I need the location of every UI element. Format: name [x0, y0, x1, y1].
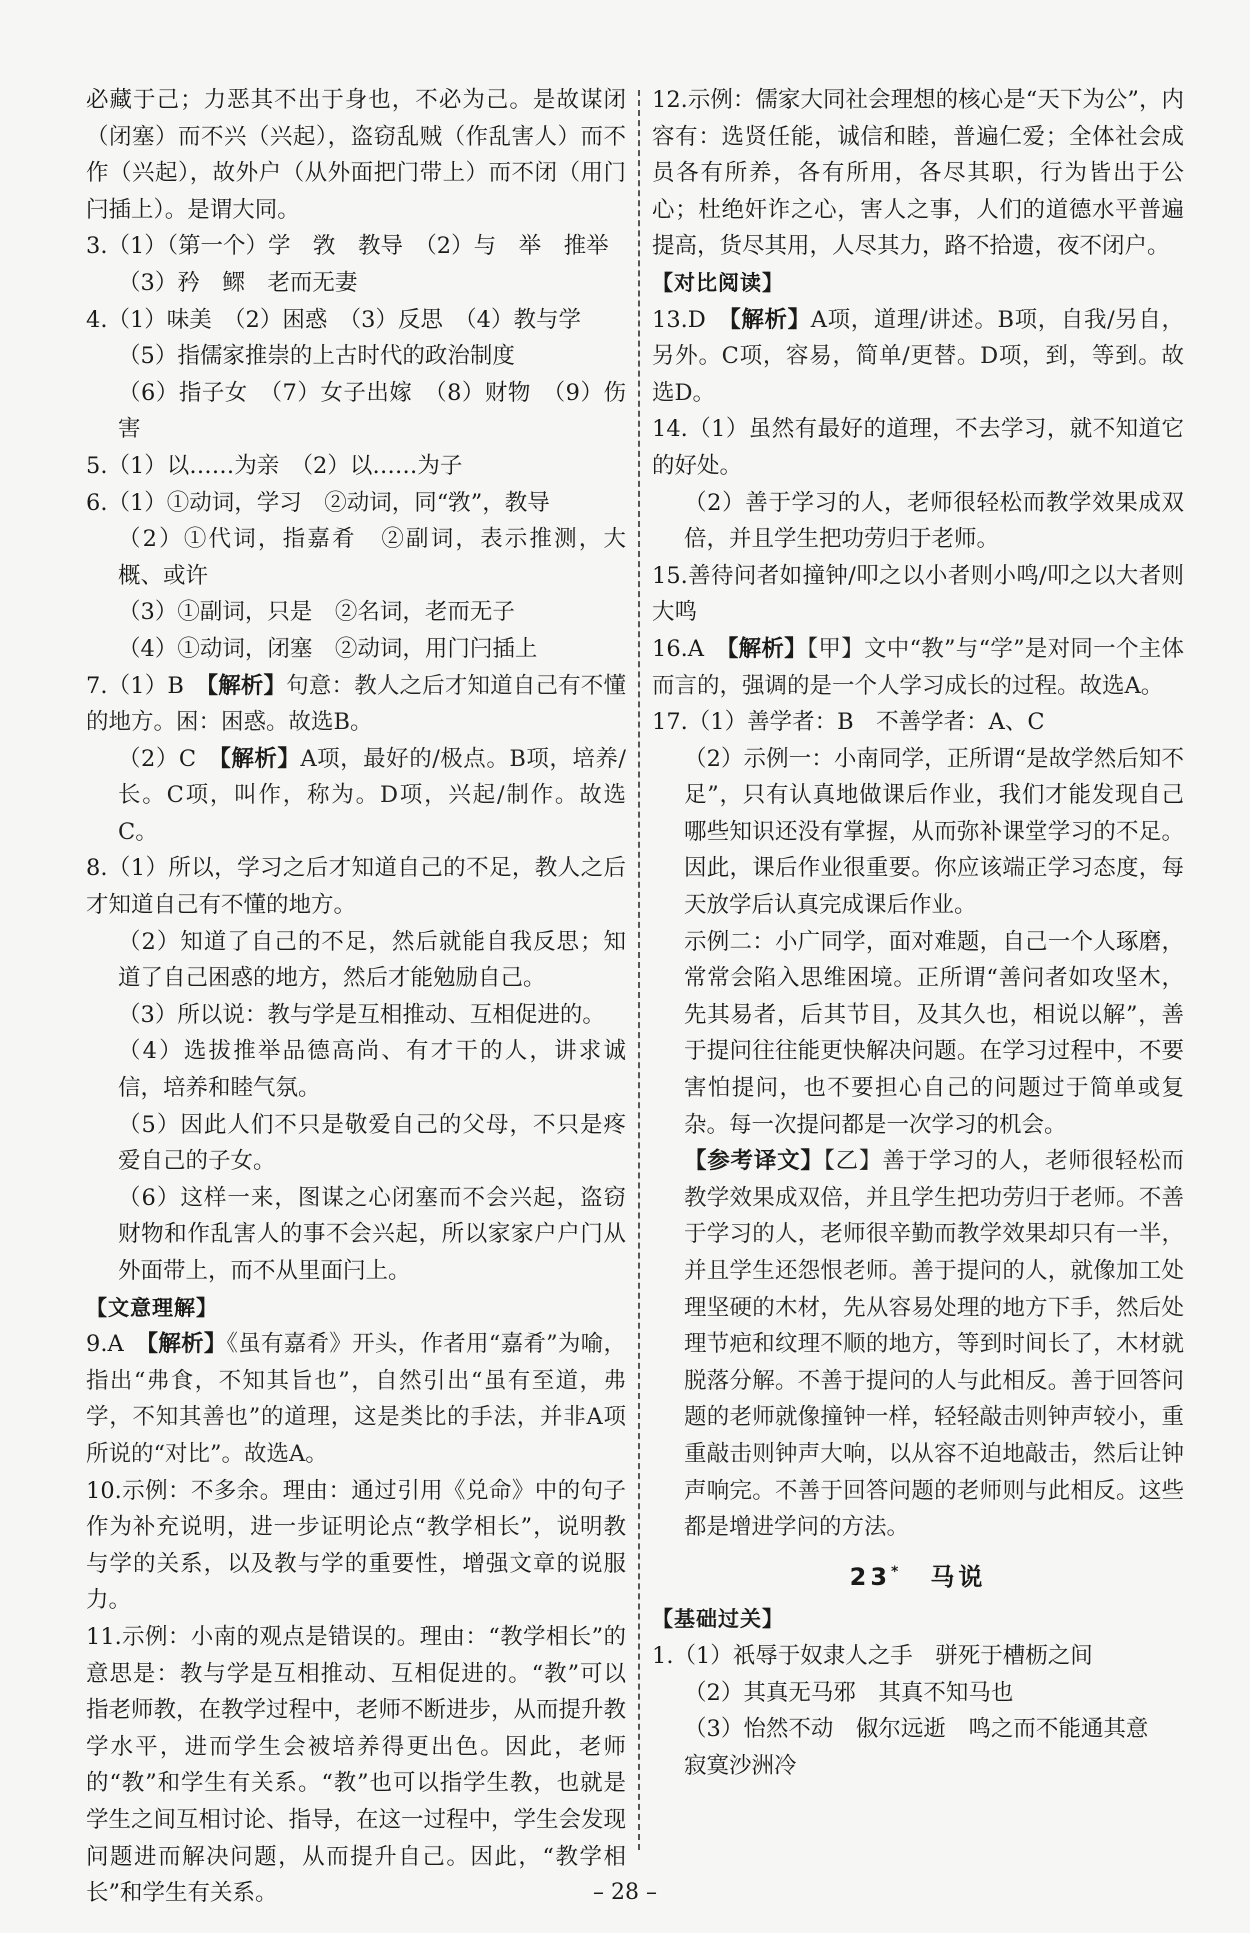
answer-item: 8.（1）所以，学习之后才知道自己的不足，教人之后才知道自己有不懂的地方。 [86, 855, 626, 919]
analysis-text: 【乙】善于学习的人，老师很轻松而教学效果成双倍，并且学生把功劳归于老师。不善于学习的人，老师很辛勤而教学效果却只有一半，并且学生还怨恨老师。善于提问的人，就像加工处理坚硬的木材，先从容易处理的地方下手，然后处理节疤和纹理不顺的地方，等到时间长了，木材就脱落分解。不善于提问的人与此相反。善于回答问题的老师就像撞钟一样，轻轻敲击则钟声较小，重重敲击则钟声大响，以从容不迫地敲击，然后让钟声响完。不善于回答问题的老师则与此相反。这些都是增进学问的方法。 [684, 1148, 1184, 1541]
answer-item: （2）善于学习的人，老师很轻松而教学效果成双倍，并且学生把功劳归于老师。 [684, 489, 1184, 553]
answer-item [86, 668, 626, 741]
answer-choice: （2）C [118, 745, 220, 772]
lesson-name: 马说 [930, 1562, 987, 1591]
analysis-tag: 【解析】 [727, 635, 807, 662]
answer-item: 5.（1）以……为亲 （2）以……为子 [86, 452, 463, 479]
answer-item: 17.（1）善学者：B 不善学者：A、C [652, 709, 1045, 736]
analysis-tag: 【参考译文】 [684, 1148, 824, 1175]
answer-choice: 13.D [652, 306, 730, 333]
analysis-text: 【甲】文中“教”与“学”是对同一个主体而言的，强调的是一个人学习成长的过程。故选A。 [652, 635, 1184, 699]
analysis-tag: 【解析】 [206, 672, 287, 699]
left-column [86, 82, 626, 1912]
answer-item: （2）知道了自己的不足，然后就能自我反思；知道了自己困惑的地方，然后才能勉励自己。 [118, 928, 626, 992]
answer-item: 14.（1）虽然有最好的道理，不去学习，就不知道它的好处。 [652, 416, 1184, 479]
analysis-tag: 【解析】 [146, 1331, 227, 1358]
answer-item: （4）①动词，闭塞 ②动词，用门闩插上 [118, 635, 538, 662]
answer-item: （5）因此人们不只是敬爱自己的父母，不只是疼爱自己的子女。 [118, 1111, 626, 1175]
answer-item: （6）这样一来，图谋之心闭塞而不会兴起，盗窃财物和作乱害人的事不会兴起，所以家家户户门从外面带上，而不从里面闩上。 [118, 1184, 626, 1284]
answer-item [86, 741, 626, 851]
answer-item: 寂寞沙洲冷 [684, 1752, 797, 1779]
answer-item: 11.示例：小南的观点是错误的。理由：“教学相长”的意思是：教与学是互相推动、互相促进的。“教”可以指老师教，在教学过程中，老师不断进步，从而提升教学水平，进而学生会被培养得更出色。因此，老师的“教”和学生有关系。“教”也可以指学生教，也就是学生之间互相讨论、指导，在这一过程中，学生会发现问题进而解决问题，从而提升自己。因此，“教学相长”和学生有关系。 [86, 1623, 627, 1907]
answer-item: 必藏于己；力恶其不出于身也，不必为己。是故谋闭（闭塞）而不兴（兴起），盗窃乱贼（作乱害人）而不作（兴起），故外户（从外面把门带上）而不闭（用门闩插上）。是谓大同。 [86, 87, 626, 223]
answer-item: （4）选拔推举品德高尚、有才干的人，讲求诚信，培养和睦气氛。 [118, 1038, 626, 1102]
answer-item: 12.示例：儒家大同社会理想的核心是“天下为公”，内容有：选贤任能，诚信和睦，普遍仁爱；全体社会成员各有所养，各有所用，各尽其职，行为皆出于公心；杜绝奸诈之心，害人之事，人们的道德水平普遍提高，货尽其用，人尽其力，路不拾遗，夜不闭户。 [652, 87, 1184, 260]
column-divider [638, 90, 640, 1850]
answer-choice: 7.（1）B [86, 672, 207, 699]
answer-item: 4.（1）味美 （2）困惑 （3）反思 （4）教与学 [86, 306, 581, 333]
answer-choice: 9.A [86, 1331, 147, 1358]
answer-item: （5）指儒家推崇的上古时代的政治制度 [118, 343, 515, 370]
lesson-spacer [902, 1563, 930, 1591]
analysis-text: A项，最好的/极点。B项，培养/长。C项，叫作，称为。D项，兴起/制作。故选C。 [118, 745, 626, 845]
answer-item: （3）所以说：教与学是互相推动、互相促进的。 [118, 1001, 605, 1028]
answer-item: 3.（1）（第一个）学 敩 教导 （2）与 举 推举 [86, 233, 609, 260]
answer-item [652, 631, 1184, 704]
analysis-tag: 【解析】 [219, 745, 301, 772]
section-heading: 【对比阅读】 [652, 270, 784, 295]
analysis-text: 句意：教人之后才知道自己有不懂的地方。困：困惑。故选B。 [86, 672, 626, 736]
answer-item: （2）示例一：小南同学，正所谓“是故学然后知不足”，只有认真地做课后作业，我们才能发现自己哪些知识还没有掌握，从而弥补课堂学习的不足。因此，课后作业很重要。你应该端正学习态度，每天放学后认真完成课后作业。 [684, 745, 1184, 919]
answer-item: 15.善待问者如撞钟/叩之以小者则小鸣/叩之以大者则大鸣 [652, 562, 1184, 626]
answer-item: （2）其真无马邪 其真不知马也 [684, 1679, 1014, 1706]
right-column [652, 82, 1184, 1784]
lesson-number: 23 [849, 1562, 892, 1591]
analysis-text: A项，道理/讲述。B项，自我/另自，另外。C项，容易，简单/更替。D项，到，等到。故选D。 [652, 306, 1184, 406]
answer-item: 6.（1）①动词，学习 ②动词，同“敩”，教导 [86, 489, 550, 516]
answer-choice: 16.A [652, 635, 728, 662]
answer-item [652, 1143, 1184, 1546]
answer-item: 10.示例：不多余。理由：通过引用《兑命》中的句子作为补充说明，进一步证明论点“教学相长”，说明教与学的关系，以及教与学的重要性，增强文章的说服力。 [86, 1477, 626, 1614]
answer-item: （3）①副词，只是 ②名词，老而无子 [118, 599, 515, 626]
analysis-text: 《虽有嘉肴》开头，作者用“嘉肴”为喻，指出“弗食，不知其旨也”，自然引出“虽有至道，弗学，不知其善也”的道理，这是类比的手法，并非A项所说的“对比”。故选A。 [86, 1331, 626, 1467]
answer-item: （3）怡然不动 俶尔远逝 鸣之而不能通其意 [684, 1716, 1149, 1743]
lesson-mark: * [891, 1563, 903, 1580]
answer-item: （3）矜 鳏 老而无妻 [118, 269, 358, 296]
answer-item [86, 1326, 626, 1472]
page-number: – 28 – [593, 1880, 657, 1905]
analysis-tag: 【解析】 [729, 306, 811, 333]
answer-item: 1.（1）祇辱于奴隶人之手 骈死于槽枥之间 [652, 1642, 1093, 1669]
section-heading: 【文意理解】 [86, 1295, 218, 1320]
answer-item: 示例二：小广同学，面对难题，自己一个人琢磨，常常会陷入思维困境。正所谓“善问者如攻坚木，先其易者，后其节目，及其久也，相说以解”，善于提问往往能更快解决问题。在学习过程中，不要害怕提问，也不要担心自己的问题过于简单或复杂。每一次提问都是一次学习的机会。 [684, 928, 1184, 1138]
answer-item: （2）①代词，指嘉肴 ②副词，表示推测，大概、或许 [118, 526, 626, 589]
answer-item: （6）指子女 （7）女子出嫁 （8）财物 （9）伤害 [118, 379, 626, 443]
answer-item [652, 302, 1184, 412]
section-heading: 【基础过关】 [652, 1607, 784, 1632]
lesson-title [652, 1554, 1184, 1596]
